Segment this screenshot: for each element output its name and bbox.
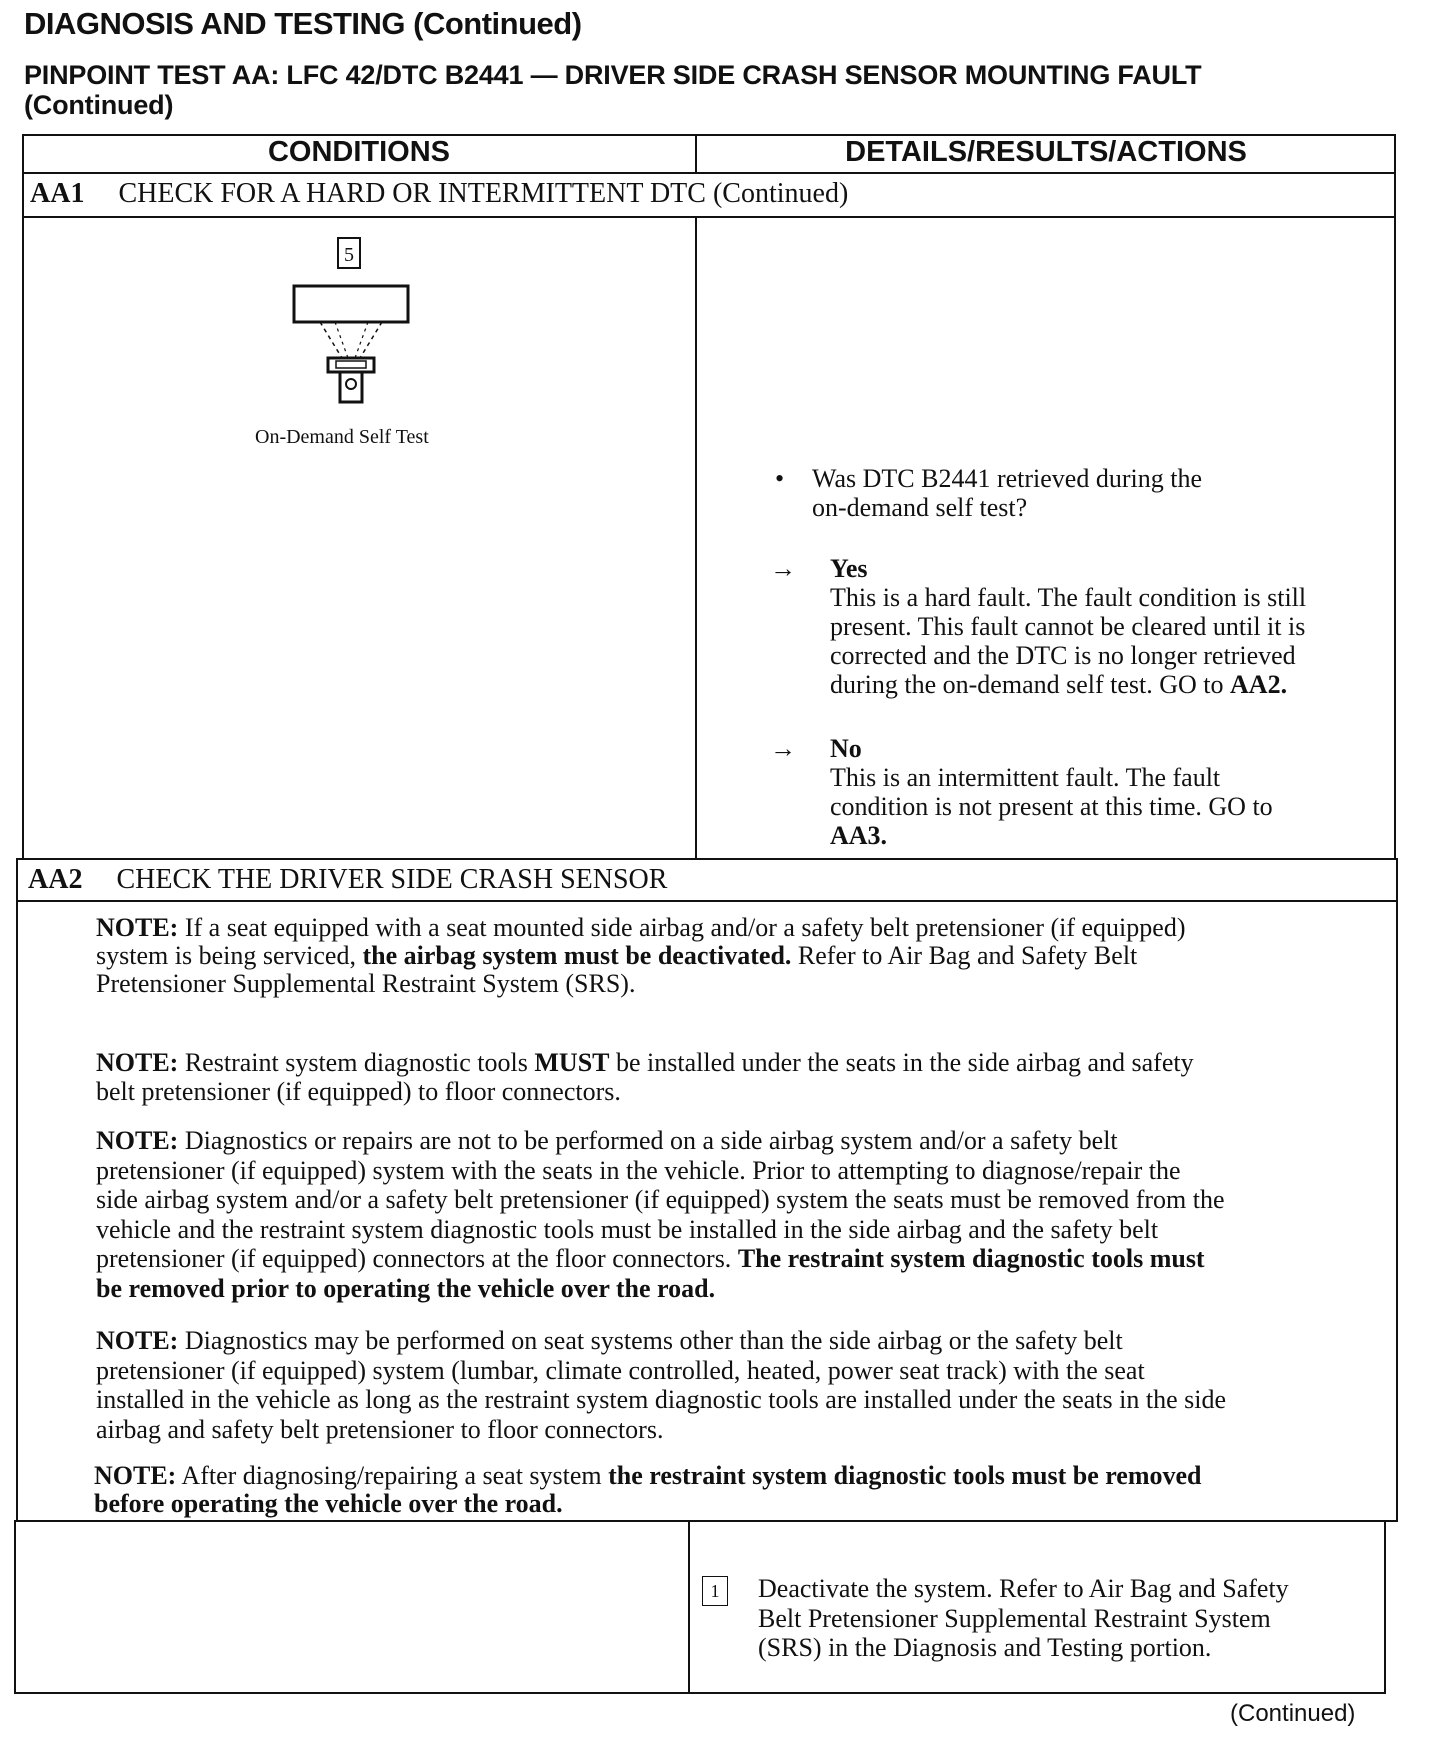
note-2: NOTE: Restraint system diagnostic tools MUST be installed under the seats in the side airbag and safety belt pretensioner (if equipped) to floor connectors. — [96, 1048, 1194, 1106]
bullet-icon: • — [775, 464, 785, 493]
note-1: NOTE: If a seat equipped with a seat mounted side airbag and/or a safety belt pretensioner (if equipped) system is being serviced, the airbag system must be deactivated. Refer to Air Bag and Safety Belt Pretensioner Supplemental Restraint System (SRS). — [96, 913, 1186, 998]
note-3: NOTE: Diagnostics or repairs are not to be performed on a side airbag system and/or a safety belt pretensioner (if equipped) system with the seats in the vehicle. Prior to attempting to diagnose/repair the side airbag system and/or a safety belt pretensioner (if equipped) system the seats must be removed from the vehicle and the restraint system diagnostic tools must be installed in the side airbag and the safety belt pretensioner (if equipped) connectors at the floor connectors. The restraint system diagnostic tools must be removed prior to operating the vehicle over the road. — [96, 1126, 1225, 1303]
page-title: DIAGNOSIS AND TESTING (Continued) — [24, 6, 582, 41]
column-divider — [688, 1520, 690, 1694]
connector-icon — [328, 358, 374, 372]
arrow-icon: → — [770, 734, 796, 763]
test-title — [24, 60, 1404, 120]
scan-tool-icon — [294, 286, 408, 322]
yes-label: Yes — [830, 554, 868, 583]
continued-label: (Continued) — [1230, 1700, 1356, 1727]
step-heading-aa2 — [28, 864, 667, 896]
divider — [16, 900, 1398, 902]
arrow-icon: → — [770, 554, 796, 583]
self-test-figure — [280, 230, 430, 410]
step-code: AA1 — [30, 178, 85, 209]
test-title-line1: PINPOINT TEST AA: LFC 42/DTC B2441 — DRIVER SIDE CRASH SENSOR MOUNTING FAULT — [24, 60, 1202, 90]
figure-caption: On-Demand Self Test — [255, 426, 429, 448]
action-step-number: 1 — [702, 1576, 728, 1606]
no-result: No This is an intermittent fault. The fault condition is not present at this time. GO to AA3. — [830, 734, 1390, 850]
divider — [22, 216, 1396, 218]
action-text: Deactivate the system. Refer to Air Bag and Safety Belt Pretensioner Supplemental Restraint System (SRS) in the Diagnosis and Testing portion. — [758, 1574, 1289, 1662]
step-number: 5 — [344, 244, 354, 266]
goto-aa3: AA3. — [830, 821, 888, 850]
step-title: CHECK THE DRIVER SIDE CRASH SENSOR — [116, 864, 668, 895]
column-header-conditions: CONDITIONS — [267, 136, 451, 168]
question-text: Was DTC B2441 retrieved during the on-demand self test? — [812, 464, 1202, 522]
note-4: NOTE: Diagnostics may be performed on seat systems other than the side airbag or the safety belt pretensioner (if equipped) system (lumbar, climate controlled, heated, power seat track) with the seat installed in the vehicle as long as the restraint system diagnostic tools are installed under the seats in the side airbag and safety belt pretensioner to floor connectors. — [96, 1326, 1226, 1444]
step-heading-aa1 — [30, 178, 848, 210]
column-divider — [695, 216, 697, 860]
goto-aa2: AA2. — [1230, 670, 1288, 699]
step-title: CHECK FOR A HARD OR INTERMITTENT DTC (Continued) — [118, 178, 849, 209]
no-label: No — [830, 734, 862, 763]
note-5: NOTE: After diagnosing/repairing a seat system the restraint system diagnostic tools must be removed before operating the vehicle over the road. — [94, 1461, 1202, 1518]
divider — [22, 172, 1396, 174]
step-code: AA2 — [28, 864, 83, 895]
test-title-line2: (Continued) — [24, 90, 174, 120]
column-header-details: DETAILS/RESULTS/ACTIONS — [845, 136, 1247, 168]
plug-icon — [340, 372, 362, 402]
yes-result: Yes This is a hard fault. The fault condition is still present. This fault cannot be cleared until it is corrected and the DTC is no longer retrieved during the on-demand self test. GO to AA2. — [830, 554, 1390, 699]
